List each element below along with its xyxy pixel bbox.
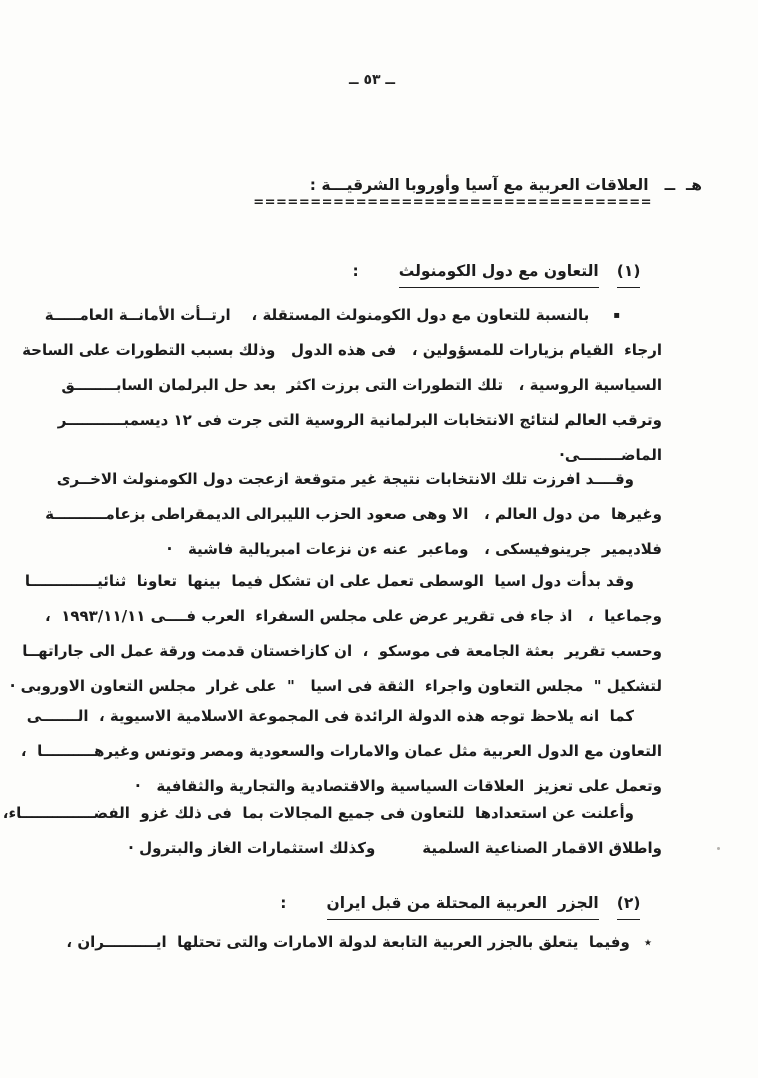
paragraph-line: وترقب العالم لنتائج الانتخابات البرلمانية الروسية التى جرت فى ١٢ ديسمبـــــــــــر xyxy=(57,411,662,429)
bullet-icon: ▪ xyxy=(613,310,620,321)
paragraph-line: واطلاق الاقمار الصناعية السلمية وكذلك استثمارات الغاز والبترول · xyxy=(128,839,662,857)
section-1-number: (١) xyxy=(617,262,641,288)
paragraph-line: فلاديمير جرينوفيسكى ، وماعبر عنه ءن نزعات امبريالية فاشية · xyxy=(166,540,662,558)
paragraph-central-asia-cooperation xyxy=(9,564,662,704)
main-heading-row xyxy=(60,176,702,194)
paragraph-cooperation-fields xyxy=(2,796,662,866)
heading-double-underline: =================================== xyxy=(253,195,652,210)
paragraph-line xyxy=(60,925,662,960)
paragraph-line: وتعمل على تعزيز العلاقات السياسية والاقتصادية والتجارية والثقافية · xyxy=(134,777,662,795)
paragraph-line: وقــــد افرزت تلك الانتخابات نتيجة غير متوقعة ازعجت دول الكومنولث الاخــرى xyxy=(56,470,634,488)
main-heading xyxy=(60,176,702,209)
paragraph-line: لتشكيل " مجلس التعاون واجراء الثقة فى اسيا " على غرار مجلس التعاون الاوروبى · xyxy=(9,677,662,695)
asterisk-icon: ٭ xyxy=(643,933,652,951)
paragraph-line xyxy=(44,298,662,333)
paragraph-line: وحسب تقرير بعثة الجامعة فى موسكو ، ان كازاخستان قدمت ورقة عمل الى جاراتهــا xyxy=(22,642,662,660)
paragraph-line: التعاون مع الدول العربية مثل عمان والامارات والسعودية ومصر وتونس وغيرهــــــــــا ، xyxy=(20,742,662,760)
line-text: بالنسبة للتعاون مع دول الكومنولث المستقلة ، ارتــأت الأمانــة العامـــــة xyxy=(44,306,590,324)
section-2-number: (٢) xyxy=(617,894,641,920)
section-2-title: الجزر العربية المحتلة من قبل ايران xyxy=(327,894,599,920)
scan-speck-artifact xyxy=(717,847,720,850)
paragraph-line: وجماعيا ، اذ جاء فى تقرير عرض على مجلس السفراء العرب فــــى ١٩٩٣/١١/١١ ، xyxy=(45,607,662,625)
section-1-colon: : xyxy=(352,262,359,280)
paragraph-line: وأعلنت عن استعدادها للتعاون فى جميع المجالات بما فى ذلك غزو الفضــــــــــــــاء، xyxy=(2,804,634,822)
paragraph-commonwealth-intro xyxy=(22,298,662,473)
paragraph-line: وقد بدأت دول اسيا الوسطى تعمل على ان تشكل فيما بينها تعاونا ثنائيـــــــــــــا xyxy=(24,572,634,590)
paragraph-line: السياسية الروسية ، تلك التطورات التى برزت اكثر بعد حل البرلمان السابــــــــق xyxy=(61,376,662,394)
paragraph-line: وغيرها من دول العالم ، الا وهى صعود الحزب الليبرالى الديمقراطى بزعامــــــــــة xyxy=(45,505,662,523)
paragraph-line: الماضــــــــى· xyxy=(559,446,662,464)
section-heading-1 xyxy=(60,244,662,306)
heading-item-marker: هـ ــ xyxy=(664,176,702,194)
paragraph-arab-relations xyxy=(20,699,662,804)
paragraph-line: ارجاء القيام بزيارات للمسؤولين ، فى هذه الدول وذلك بسبب التطورات على الساحة xyxy=(22,341,662,359)
paragraph-occupied-islands xyxy=(60,925,662,960)
main-heading-title: العلاقات العربية مع آسيا وأوروبا الشرقيـــة : xyxy=(309,176,649,194)
paragraph-line: كما انه يلاحظ توجه هذه الدولة الرائدة فى المجموعة الاسلامية الاسيوية ، الـــــــى xyxy=(26,707,634,725)
section-1-title: التعاون مع دول الكومنولث xyxy=(399,262,599,288)
page-number: ــ ٥٣ ــ xyxy=(349,72,395,88)
paragraph-elections-result xyxy=(45,462,662,567)
line-text: وفيما يتعلق بالجزر العربية التابعة لدولة الامارات والتى تحتلها ايــــــــــران ، xyxy=(66,933,630,951)
section-2-colon: : xyxy=(280,894,287,912)
